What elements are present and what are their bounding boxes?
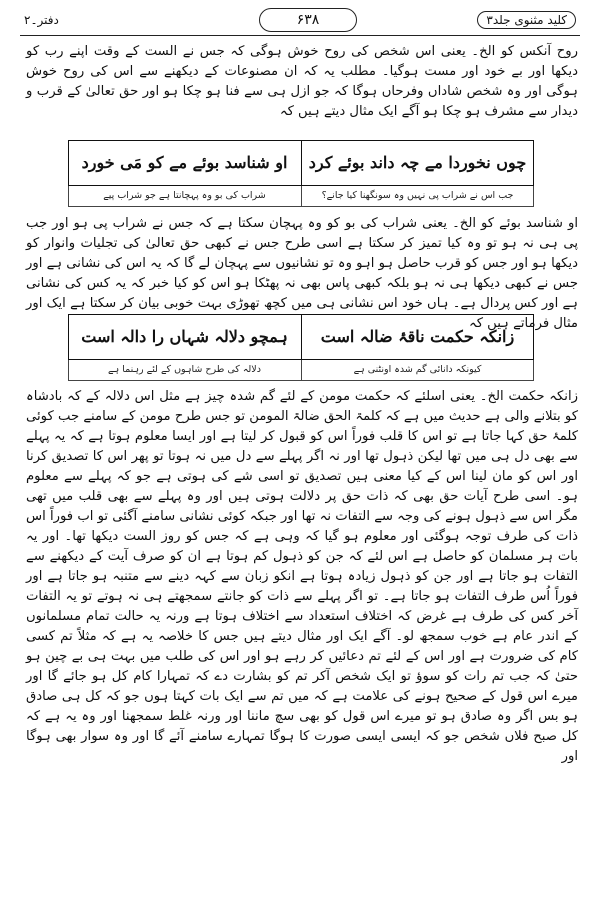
verse-line: ہمچو دلالہ شہاں را دالہ است bbox=[81, 327, 288, 346]
commentary-paragraph: روح آنکس کو الخ۔ یعنی اس شخص کی روح خوش ہوگی کہ جس نے الست کے وقت اپنے رب کو دیکھا اور بے خود اور مست ہوگیا۔ مطلب یہ کہ ان مصنوعات کے دیکھنے سے اس کی روح خوش ہوگی اور وہ شخص شاداں وفرحاں ہوگا کہ جو ازل ہی سے فنا ہو چکا ہو اور حق تعالیٰ کے قرب و دیدار سے مشرف ہو چکا ہو آگے ایک مثال دیتے ہیں کہ bbox=[26, 44, 578, 119]
section-label: دفتر۔۲ bbox=[24, 13, 59, 27]
verse-line: چوں نخوردا مے چہ داند بوئے کرد bbox=[301, 141, 533, 185]
book-title: کلید مثنوی جلد۳ bbox=[477, 11, 576, 29]
verse-translation bbox=[68, 360, 534, 381]
translation-line: شراب کی بو وہ پہچانتا ہے جو شراب پیے bbox=[103, 190, 266, 201]
header-divider bbox=[20, 35, 580, 36]
commentary-paragraph: او شناسد بوئے کو الخ۔ یعنی شراب کی بو کو وہ پہچان سکتا ہے کہ جس نے شراب پی ہو اور جب پی ہی نہ ہو تو وہ کیا تمیز کر سکتا ہے اسی طرح جس نے کبھی حق تعالیٰ کی تجلیات وانوار کو دیکھا ہو اور جس کو قرب حاصل ہو اہو وہ تو نشانیوں سے پہچان لے گا کہ یہ اس کی نشانی ہے اور جس نے کبھی دیکھا ہی نہ ہو بلکہ کبھی پاس بھی نہ پھٹکا ہو اس کو کیا خبر کہ یہ کس کی نشانی ہے اور کس پردال ہے۔ ہاں خود اس نشانی ہی میں کچھ تھوڑی بہت خوبی بیان کر سکتا ہے ایک اور مثال فرماتے ہیں کہ bbox=[26, 216, 578, 331]
translation-line: جب اس نے شراب پی نہیں وہ سونگھنا کیا جانے؟ bbox=[301, 186, 533, 206]
verse-couplet bbox=[68, 140, 534, 186]
verse-line: زانکہ حکمت ناقۂ ضالہ است bbox=[301, 315, 533, 359]
verse-couplet bbox=[68, 314, 534, 360]
page-number: ۶۳۸ bbox=[259, 8, 357, 32]
translation-line: کیونکہ دانائی گم شدہ اونٹنی ہے bbox=[301, 360, 533, 380]
page-header bbox=[20, 6, 580, 36]
translation-line: دلالہ کی طرح شاہوں کے لئے رہنما ہے bbox=[108, 364, 261, 375]
verse-line: او شناسد بوئے مے کو مَی خورد bbox=[81, 153, 288, 172]
commentary-paragraph: زانکہ حکمت الخ۔ یعنی اسلئے کہ حکمت مومن کے لئے گم شدہ چیز ہے مثل اس دلالہ کے کہ بادشاہ کو بتلانے والی ہے حدیث میں ہے کہ کلمۃ الحق ضالۃ المومن تو جس طرح مومن کے سامنے جب کوئی کلمۂ حق کہا جاتا ہے تو اس کا قلب فوراً اس کو قبول کر لیتا ہے اور ایسا معلوم ہوتا ہے کہ یہ پہلے سے بھی دل ہی میں تھا لیکن ذہول تھا اور نہ اگر پہلے سے دل میں نہ ہوتا تو پھر اس کا تصدیق کرنا اور اس کو مان لینا اس کے کیا معنی ہیں تصدیق تو اسی شے کی ہوتی ہے جو کہ پہلے سے معلوم ہو۔ اسی طرح آیات حق بھی کہ ذات حق پر دلالت ہوتی ہیں اور وہ پہلے سے بھی قلب میں تھی مگر اس سے ذہول ہونے کی وجہ سے التفات نہ تھا اور جبکہ کوئی نشانی سامنے آگئی تو اب فوراً اس ذات کی طرف توجہ ہوگئی اور معلوم ہو گیا کہ وہی ہے کہ جس کو روز الست دیکھا تھا۔ اور یہ بات ہر مسلمان کو حاصل ہے اس لئے کہ جن کو ذہول کم ہوتا ہے ان کو صرف آیت کے دیکھنے سے التفات ہو جاتا ہے اور جن کو ذہول زیادہ ہوتا ہے انکو زبان سے کہہ دینے سے متنبہ ہو جاتا ہے اور فوراً اُس طرف التفات ہو جاتا ہے۔ تو اگر پہلے سے ذات کو جانتے سمجھتے ہی نہ ہوتے تو یہ التفات آخر کس کی طرف ہے غرض کہ اختلاف استعداد سے اختلاف ہوتا ہے ورنہ یہ حالت تمام مسلمانوں کے اندر عام ہے خوب سمجھ لو۔ آگے ایک اور مثال دیتے ہیں جس کا خلاصہ یہ ہے کہ مثلاً تم کسی کام کی ضرورت ہے اور اس کے لئے تم دعائیں کر رہے ہو اور اس کی طلب میں بہت ہی بے چین ہو حتیٰ کہ جب تم رات کو سوؤ تو ایک شخص آکر تم کو بشارت دے کہ تمہارا کام کل ہو جائے گا اور میرے اس قول کے صحیح ہونے کی علامت ہے کہ میں تم سے ایک بات کہتا ہوں جو کہ کل ہی صادق ہو بس اگر وہ صادق ہو تو میرے اس قول کو بھی سچ ماننا اور ورنہ غلط سمجھنا اور وہ یہ ہے کہ کل صبح فلاں شخص جو کہ ایسی ایسی صورت کا ہوگا تمہارے سامنے آئے گا اور وہ سوار بھی ہوگا اور bbox=[26, 389, 578, 764]
verse-translation bbox=[68, 186, 534, 207]
